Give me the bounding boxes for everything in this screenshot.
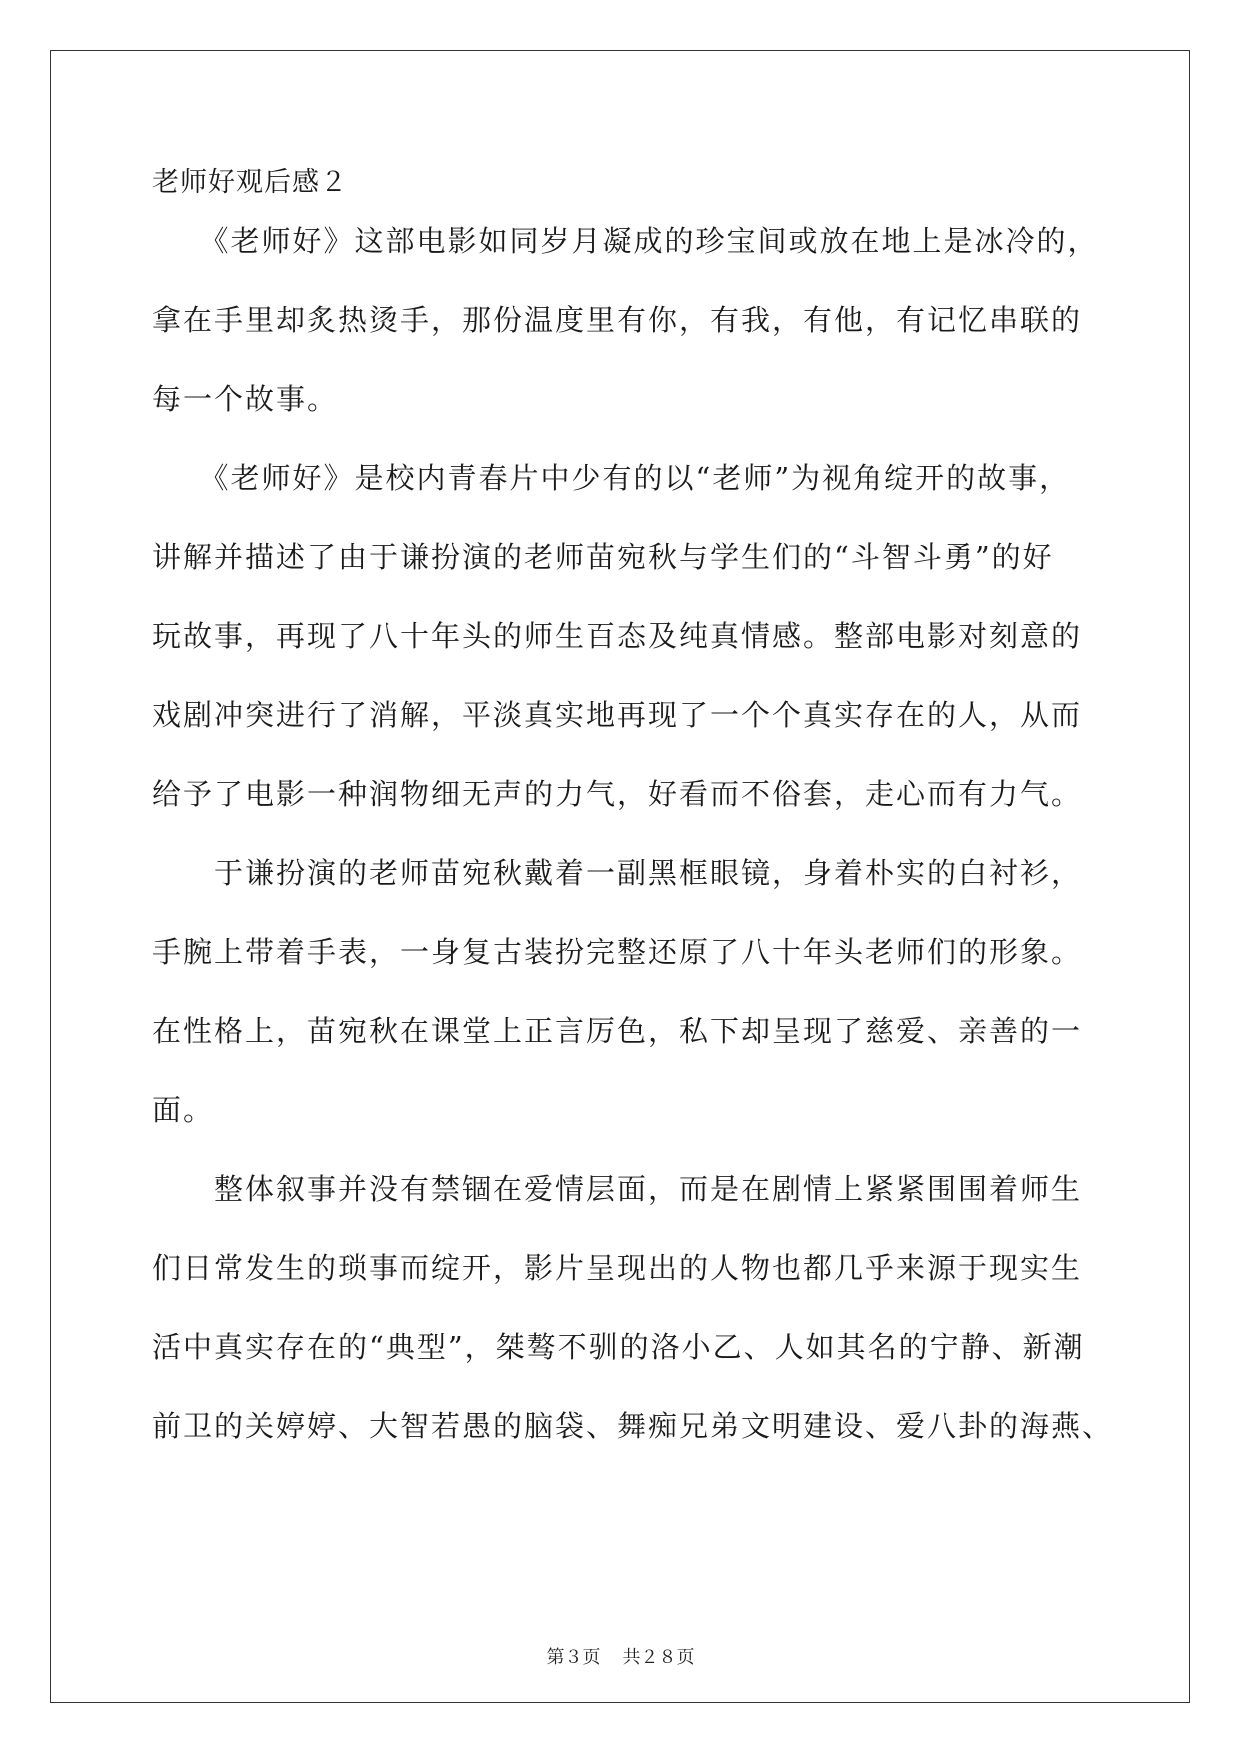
paragraph-line: 于谦扮演的老师苗宛秋戴着一副黑框眼镜，身着朴实的白衬衫，: [152, 856, 1083, 890]
paragraph-line: 整体叙事并没有禁锢在爱情层面，而是在剧情上紧紧围围着师生: [152, 1172, 1083, 1206]
paragraph-line: 在性格上，苗宛秋在课堂上正言厉色，私下却呈现了慈爱、亲善的一: [152, 1014, 1083, 1048]
paragraph-1: [152, 224, 1099, 416]
paragraph-line: 《老师好》这部电影如同岁月凝成的珍宝间或放在地上是冰冷的，: [152, 224, 1099, 258]
paragraph-line: 戏剧冲突进行了消解，平淡真实地再现了一个个真实存在的人，从而: [152, 698, 1083, 732]
paragraph-line: 玩故事，再现了八十年头的师生百态及纯真情感。整部电影对刻意的: [152, 619, 1083, 653]
paragraph-line: 拿在手里却炙热烫手，那份温度里有你，有我，有他，有记忆串联的: [152, 303, 1083, 337]
paragraph-2: [152, 463, 1092, 809]
paragraph-line: 活中真实存在的“典型”，桀骜不驯的洛小乙、人如其名的宁静、新潮: [152, 1330, 1085, 1364]
page-footer: [0, 1647, 1241, 1669]
paragraph-line: 手腕上带着手表，一身复古装扮完整还原了八十年头老师们的形象。: [152, 935, 1083, 969]
paragraph-line: 们日常发生的琐事而绽开，影片呈现出的人物也都几乎来源于现实生: [152, 1251, 1083, 1285]
page-number: 第３页: [546, 1647, 601, 1668]
paragraph-line: 面。: [152, 1093, 215, 1127]
paragraph-line: 给予了电影一种润物细无声的力气，好看而不俗套，走心而有力气。: [152, 777, 1083, 811]
paragraph-line: 每一个故事。: [152, 382, 339, 416]
paragraph-4: [152, 1172, 1114, 1443]
paragraph-line: 讲解并描述了由于谦扮演的老师苗宛秋与学生们的“斗智斗勇”的好: [152, 540, 1054, 574]
paragraph-line: 前卫的关婷婷、大智若愚的脑袋、舞痴兄弟文明建设、爱八卦的海燕、: [152, 1409, 1114, 1443]
paragraph-3: [152, 858, 1092, 1125]
total-pages: 共２８页: [622, 1647, 695, 1668]
paragraph-line: 《老师好》是校内青春片中少有的以“老师”为视角绽开的故事，: [152, 461, 1071, 495]
document-body: [152, 167, 1114, 1490]
document-title: 老师好观后感２: [152, 167, 348, 198]
